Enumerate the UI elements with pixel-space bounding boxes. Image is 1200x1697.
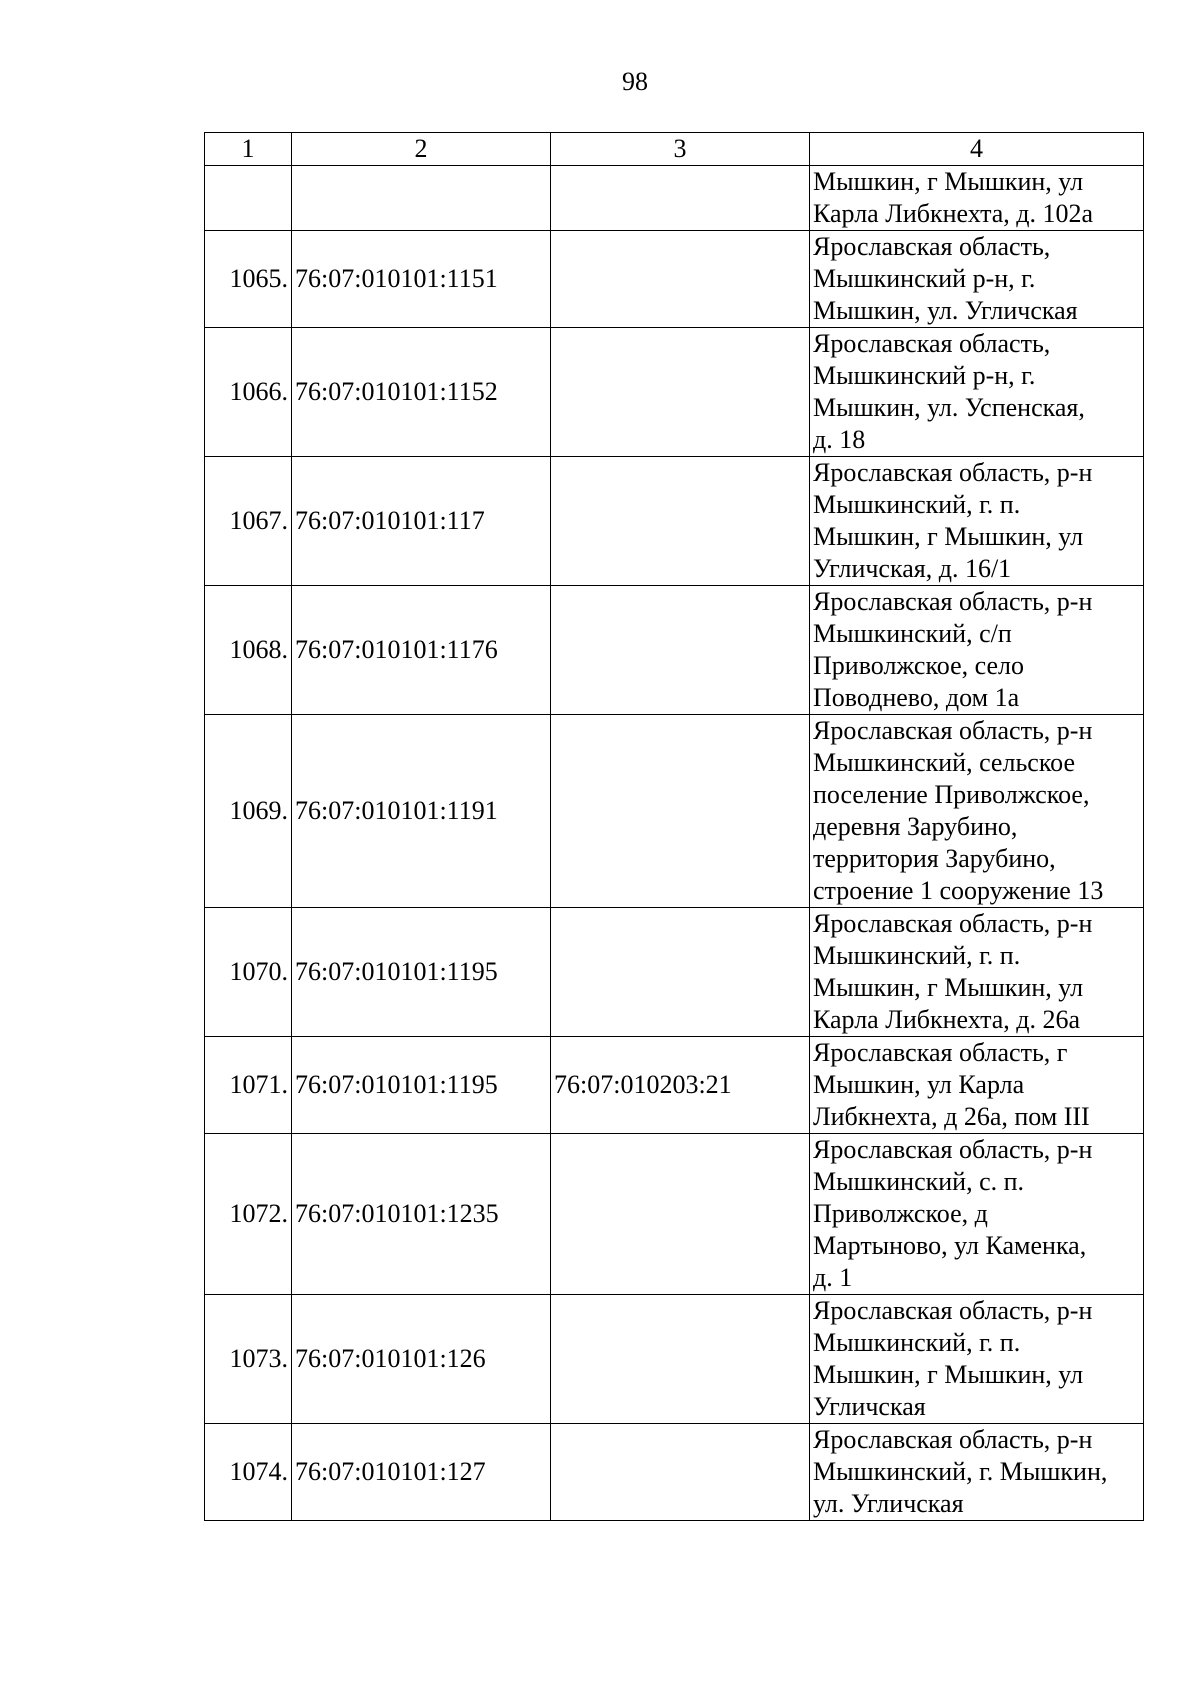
- row-number: 1065.: [205, 231, 292, 328]
- address: Ярославская область, р-н Мышкинский, сельское поселение Приволжское, деревня Зарубино, территория Зарубино, строение 1 сооружение 13: [810, 715, 1144, 908]
- related-cadastral-number: [551, 231, 810, 328]
- cadastral-number: 76:07:010101:1151: [292, 231, 551, 328]
- address: Ярославская область, р-н Мышкинский, г. п. Мышкин, г Мышкин, ул Угличская, д. 16/1: [810, 457, 1144, 586]
- row-number: 1071.: [205, 1037, 292, 1134]
- row-number: 1070.: [205, 908, 292, 1037]
- row-number: 1069.: [205, 715, 292, 908]
- column-header-2: 2: [292, 133, 551, 166]
- related-cadastral-number: [551, 586, 810, 715]
- row-number: 1066.: [205, 328, 292, 457]
- column-header-4: 4: [810, 133, 1144, 166]
- row-number: 1074.: [205, 1424, 292, 1521]
- table-row: [205, 231, 1144, 328]
- column-header-3: 3: [551, 133, 810, 166]
- related-cadastral-number: [551, 1424, 810, 1521]
- cadastral-number: 76:07:010101:126: [292, 1295, 551, 1424]
- related-cadastral-number: [551, 1134, 810, 1295]
- cadastral-number: 76:07:010101:1235: [292, 1134, 551, 1295]
- address: Ярославская область, р-н Мышкинский, с/п Приволжское, село Поводнево, дом 1а: [810, 586, 1144, 715]
- related-cadastral-number: [551, 1295, 810, 1424]
- table-row: [205, 1134, 1144, 1295]
- table-row: [205, 1424, 1144, 1521]
- address: Ярославская область, р-н Мышкинский, с. п. Приволжское, д Мартыново, ул Каменка, д. 1: [810, 1134, 1144, 1295]
- related-cadastral-number: [551, 166, 810, 231]
- related-cadastral-number: 76:07:010203:21: [551, 1037, 810, 1134]
- address: Ярославская область, р-н Мышкинский, г. Мышкин, ул. Угличская: [810, 1424, 1144, 1521]
- address: Ярославская область, г Мышкин, ул Карла Либкнехта, д 26а, пом III: [810, 1037, 1144, 1134]
- address: Ярославская область, Мышкинский р-н, г. Мышкин, ул. Успенская, д. 18: [810, 328, 1144, 457]
- cadastral-number: [292, 166, 551, 231]
- table-header-row: [205, 133, 1144, 166]
- table-row: [205, 1037, 1144, 1134]
- cadastral-number: 76:07:010101:1176: [292, 586, 551, 715]
- cadastral-number: 76:07:010101:1195: [292, 1037, 551, 1134]
- row-number: 1073.: [205, 1295, 292, 1424]
- table-row: [205, 457, 1144, 586]
- address: Мышкин, г Мышкин, ул Карла Либкнехта, д. 102а: [810, 166, 1144, 231]
- row-number: 1068.: [205, 586, 292, 715]
- table-row: [205, 166, 1144, 231]
- cadastral-number: 76:07:010101:1152: [292, 328, 551, 457]
- address: Ярославская область, р-н Мышкинский, г. п. Мышкин, г Мышкин, ул Карла Либкнехта, д. 26а: [810, 908, 1144, 1037]
- related-cadastral-number: [551, 328, 810, 457]
- address: Ярославская область, Мышкинский р-н, г. Мышкин, ул. Угличская: [810, 231, 1144, 328]
- cadastral-number: 76:07:010101:127: [292, 1424, 551, 1521]
- table-row: [205, 1295, 1144, 1424]
- row-number: [205, 166, 292, 231]
- related-cadastral-number: [551, 457, 810, 586]
- cadastral-number: 76:07:010101:1195: [292, 908, 551, 1037]
- table-row: [205, 908, 1144, 1037]
- column-header-1: 1: [205, 133, 292, 166]
- address: Ярославская область, р-н Мышкинский, г. п. Мышкин, г Мышкин, ул Угличская: [810, 1295, 1144, 1424]
- table-row: [205, 715, 1144, 908]
- cadastral-number: 76:07:010101:117: [292, 457, 551, 586]
- row-number: 1067.: [205, 457, 292, 586]
- page-number: 98: [622, 67, 648, 96]
- row-number: 1072.: [205, 1134, 292, 1295]
- registry-table: [204, 132, 1144, 1521]
- related-cadastral-number: [551, 715, 810, 908]
- table-row: [205, 328, 1144, 457]
- cadastral-number: 76:07:010101:1191: [292, 715, 551, 908]
- table-row: [205, 586, 1144, 715]
- related-cadastral-number: [551, 908, 810, 1037]
